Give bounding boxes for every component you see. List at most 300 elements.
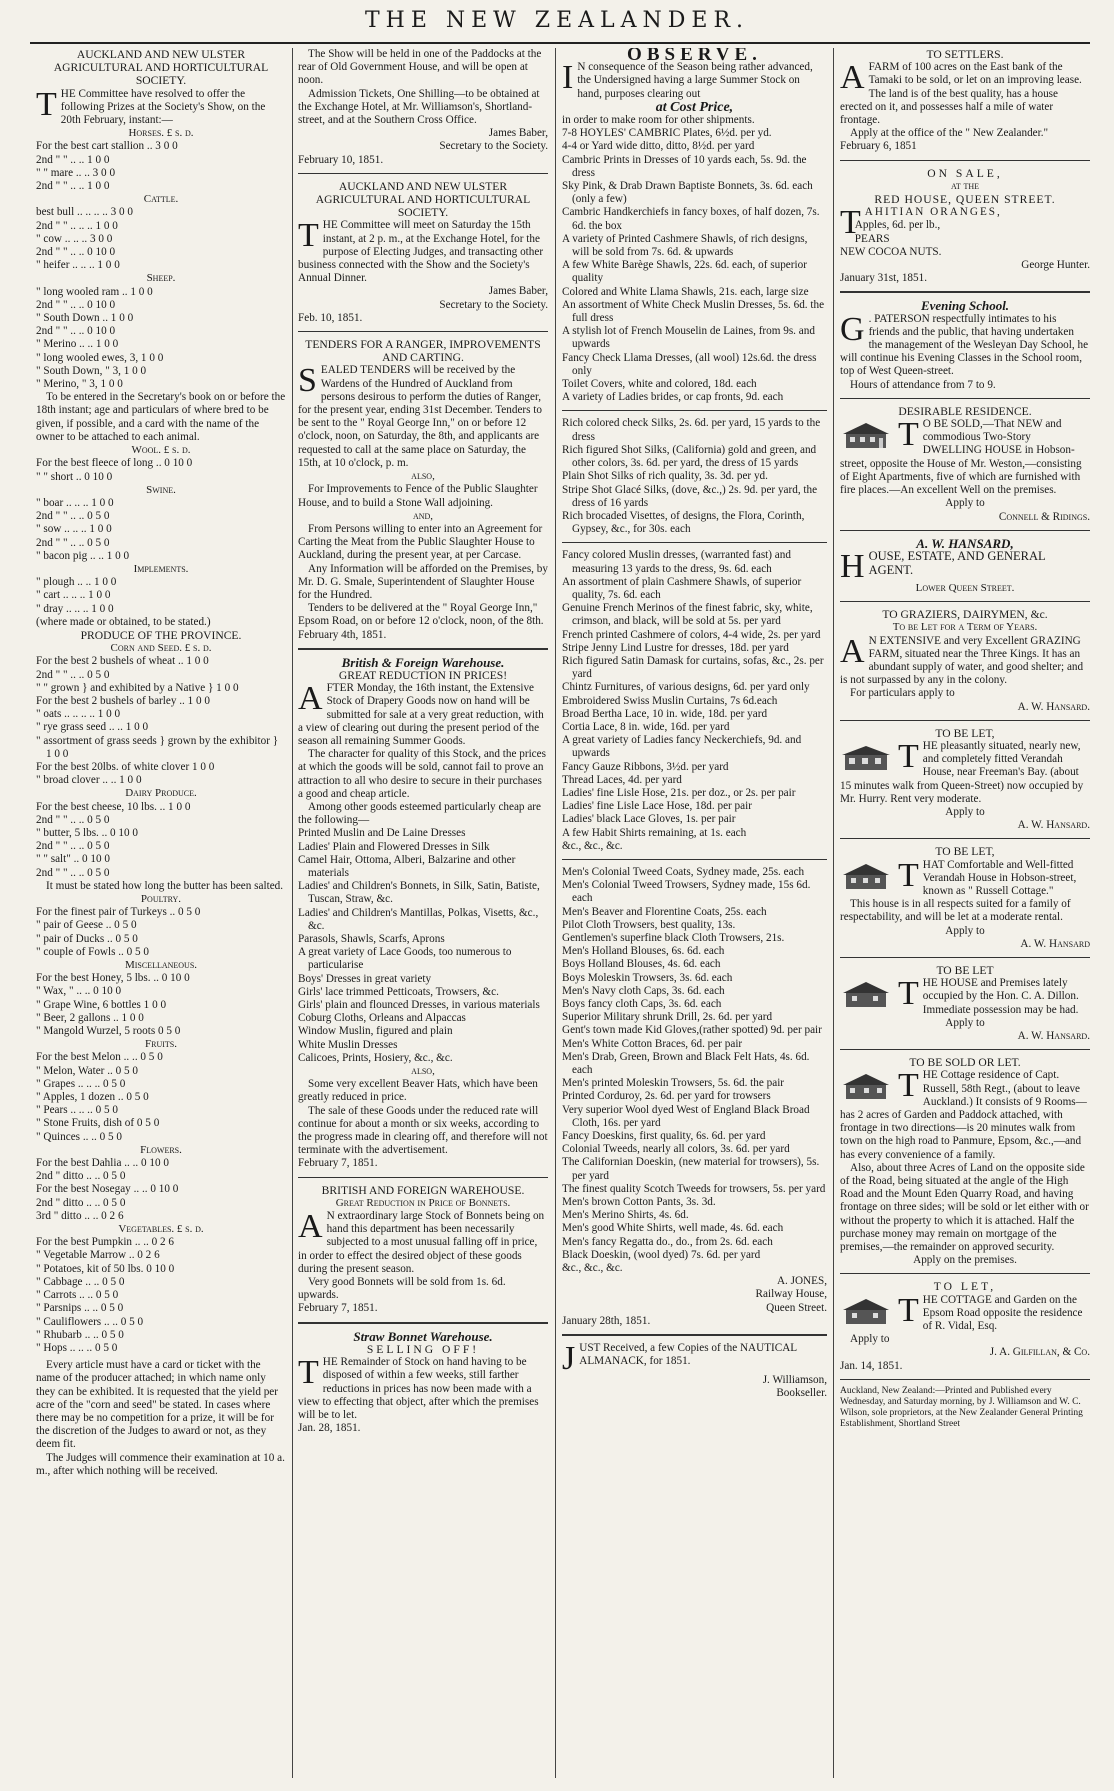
list-item: An assortment of plain Cashmere Shawls, of superior quality, 7s. 6d. each [562,575,802,601]
list-item: For the best Nosegay .. .. 0 10 0 [36,1183,179,1196]
tender-title: TENDERS FOR A RANGER, IMPROVEMENTS AND CARTING. [305,338,541,365]
list-item: " Cauliflowers .. .. 0 5 0 [36,1315,144,1328]
list-item: Apples, 6d. per lb., [854,219,941,232]
list-item: The finest quality Scotch Tweeds for trowsers, 5s. per yard [562,1182,826,1195]
list-item: 2nd " " .. .. 1 0 0 [36,180,110,193]
list-item: Ladies' and Children's Mantillas, Polkas, Visetts, &c., &c. [298,906,539,932]
list-item: " Mangold Wurzel, 5 roots 0 5 0 [36,1025,181,1038]
divider [298,1322,548,1324]
list-item: Men's Merino Shirts, 4s. 6d. [562,1209,689,1222]
tender-info: Any Information will be afforded on the Premises, by Mr. D. G. Smale, Superintendent of Slaughter House for the Hundred. [298,562,548,601]
sale-at: at the [950,179,980,192]
list-item: PEARS [854,232,890,245]
bonnets-text: N extraordinary large Stock of Bonnets being on hand this department has been necessarily subjected to a most unusual falling off in price, in order to effect the desired object of these goods during the present season. [298,1210,545,1275]
list-item: An assortment of White Check Muslin Dresses, 5s. 6d. the full dress [562,298,825,325]
warehouse-text: FTER Monday, the 16th instant, the Extensive Stock of Drapery Goods now on hand will be submitted for sale at a very great reduction, with a view of clearing out during the present period of the season all remaining Summer Goods. [298,682,544,747]
date: Jan. 14, 1851. [840,1359,903,1372]
list-item: Pilot Cloth Trowsers, best quality, 13s. [562,918,736,931]
list-item: Men's Beaver and Florentine Coats, 25s. each [562,905,767,918]
list-item: Ladies' Plain and Flowered Dresses in Silk [298,840,490,853]
prize-list-wool [36,457,286,483]
section-head-corn: Corn and Seed. £ s. d. [110,642,212,655]
drop-cap: T [898,1067,919,1105]
divider [840,1049,1090,1050]
date: February 7, 1851. [298,1302,378,1315]
list-item: 4-4 or Yard wide ditto, ditto, 8½d. per yard [562,140,755,153]
list-item: " butter, 5 lbs. .. 0 10 0 [36,826,139,839]
warehouse-hats: Some very excellent Beaver Hats, which have been greatly reduced in price. [298,1078,538,1104]
prize-list-swine [36,497,286,563]
list-item: Thread Laces, 4d. per yard [562,773,682,786]
list-item: " Merino .. .. 1 0 0 [36,338,119,351]
bonnets-text-2: Very good Bonnets will be sold from 1s. 6d. upwards. [298,1276,506,1302]
straw-title: Straw Bonnet Warehouse. [353,1328,493,1344]
apply-to: Apply to [945,805,985,818]
prize-list-vegetables [36,1236,286,1355]
list-item: 2nd " ditto .. .. 0 5 0 [36,1170,126,1183]
drop-cap: T [898,416,919,454]
drop-cap: A [840,59,865,97]
date: February 7, 1851. [298,1157,378,1170]
house-woodcut-icon [840,420,892,450]
list-item: For the best 2 bushels of wheat .. 1 0 0 [36,655,209,668]
sale-title: ON SALE, [927,166,1003,180]
list-item: Black Doeskin, (wool dyed) 7s. 6d. per yard [562,1248,761,1261]
list-item: Rich colored check Silks, 2s. 6d. per yard, 15 yards to the dress [562,417,821,443]
let4-text: HE COTTAGE and Garden on the Epsom Road opposite the residence of R. Vidal, Esq. [922,1293,1083,1333]
list-item: " heifer .. .. .. 1 0 0 [36,259,120,272]
list-item: Toilet Covers, white and colored, 18d. each [562,378,757,391]
bonnets-title: BRITISH AND FOREIGN WAREHOUSE. [321,1183,525,1197]
school-title: Evening School. [920,298,1010,314]
divider [840,601,1090,602]
list-item: " South Down, " 3, 1 0 0 [36,364,147,377]
list-item: Boys Moleskin Trowsers, 3s. 6d. each [562,971,733,984]
list-item: Boys Holland Blouses, 4s. 6d. each [562,958,721,971]
warehouse-sale: The sale of these Goods under the reduced rate will continue for about a month or six weeks, according to the progress made in clearing off, and therefore will not terminate with the advertisement. [298,1104,548,1157]
prize-list-cattle [36,206,286,272]
prize-list-flowers [36,1157,286,1223]
warehouse-text-3: Among other goods esteemed particularly cheap are the following— [298,800,541,827]
drop-cap: G [840,310,865,348]
list-item: For the best Honey, 5 lbs. .. 0 10 0 [36,972,190,985]
list-item: " " grown } and exhibited by a Native } 1 0 0 [36,681,239,694]
signature-title: Secretary to the Society. [439,140,548,153]
drop-cap: S [298,362,317,400]
list-item: A variety of Printed Cashmere Shawls, of rich designs, will be sold from 7s. 6d. & upwards [562,232,808,259]
let2-text-2: This house is in all respects suited for a family of respectability, and will be let at a moderate rental. [840,898,1071,924]
drop-cap: A [298,680,323,718]
sale-place: RED HOUSE, QUEEN STREET. [874,193,1056,207]
list-item: Gent's town made Kid Gloves,(rather spotted) 9d. per pair [562,1024,822,1037]
divider [840,530,1090,531]
list-item: Men's printed Moleskin Trowsers, 5s. 6d. the pair [562,1077,785,1090]
prize-list-horses [36,140,286,193]
list-item: Chintz Furnitures, of various designs, 6d. per yard only [562,681,810,694]
society-intro: HE Committee have resolved to offer the following Prizes at the Society's Show, on the 20th February, instant:— [60,87,266,127]
list-item: Camel Hair, Ottoma, Alberi, Balzarine and other materials [298,853,516,879]
signature: A. W. Hansard [1020,937,1090,950]
column-1 [36,48,286,1778]
list-item: Sky Pink, & Drab Drawn Baptiste Bonnets, 3s. 6d. each (only a few) [562,180,813,206]
list-item: 2nd " " .. .. 0 10 0 [36,325,116,338]
date: Feb. 10, 1851. [298,311,363,324]
list-item: 7-8 HOYLES' CAMBRIC Plates, 6½d. per yd. [562,127,772,140]
list-item: Printed Corduroy, 2s. 6d. per yard for trowsers [562,1090,771,1103]
list-item: Rich figured Satin Damask for curtains, sofas, &c., 2s. per yard [562,654,824,681]
list-item: best bull .. .. .. .. 3 0 0 [36,206,133,219]
list-item: Men's Colonial Tweed Trowsers, Sydney made, 15s 6d. each [562,879,811,905]
list-item: Embroidered Swiss Muslin Curtains, 7s 6d.each [562,694,778,707]
section-head-implements: Implements. [133,562,189,575]
tender-also: also, [411,470,435,483]
list-item: " Stone Fruits, dish of 0 5 0 [36,1117,160,1130]
list-item: Superior Military shrunk Drill, 2s. 6d. per yard [562,1011,773,1024]
divider [840,1273,1090,1274]
divider [840,291,1090,293]
divider [840,398,1090,399]
prize-list-corn [36,655,286,787]
signature: Connell & Ridings. [998,510,1090,523]
let2-title: TO BE LET, [935,845,995,859]
section-head-horses: Horses. £ s. d. [128,127,194,140]
entry-note: To be entered in the Secretary's book on or before the 18th instant; age and particulars of where bred to be given, if possible, and a card with the name of the owner to be attached to each animal. [36,391,286,443]
observe-intro: N consequence of the Season being rather advanced, the Undersigned having a large Summer Stock on hand, purposes clearing out [577,61,813,100]
list-item: Men's brown Cotton Pants, 3s. 3d. [562,1196,716,1209]
list-item: " Apples, 1 dozen .. 0 5 0 [36,1091,149,1104]
house-woodcut-icon [840,1071,892,1101]
list-item: For the best Melon .. .. 0 5 0 [36,1051,163,1064]
prize-list-dairy [36,801,286,880]
let3-text: HE HOUSE and Premises lately occupied by the Hon. C. A. Dillon. Immediate possession may be had. [922,977,1079,1016]
list-item: Coburg Cloths, Orleans and Alpaccas [298,1012,466,1025]
signature: A. W. Hansard. [1017,700,1090,713]
list-item: For the best Dahlia .. .. 0 10 0 [36,1157,169,1170]
graziers-title: TO GRAZIERS, DAIRYMEN, &c. [882,608,1048,622]
warehouse-subtitle: GREAT REDUCTION IN PRICES! [338,668,508,682]
signature: A. W. Hansard. [1017,819,1090,832]
list-item: " pair of Geese .. 0 5 0 [36,919,137,932]
section-head-wool: Wool. £ s. d. [131,444,191,457]
dairy-note: It must be stated how long the butter has been salted. [46,879,284,892]
list-item: Men's Holland Blouses, 6s. 6d. each [562,945,725,958]
column-3 [562,48,827,1778]
warehouse-also: also, [411,1065,435,1078]
graziers-apply: For particulars apply to [850,687,955,700]
list-item: 2nd " " .. .. .. 1 0 0 [36,219,118,232]
settlers-text: FARM of 100 acres on the East bank of the Tamaki to be sold, or let on an improving lease. The land is of the best quality, has a house erected on it, and possesses half a mile of water frontage. [840,61,1082,127]
list-item: &c., &c., &c. [562,1262,623,1275]
apply-to: Apply to [945,1016,985,1029]
list-item: A few White Barège Shawls, 22s. 6d. each, of superior quality [562,259,807,285]
drop-cap: T [298,217,319,255]
tender-and: and, [412,509,434,522]
list-item: " " salt" .. 0 10 0 [36,853,110,866]
list-item: Fancy Doeskins, first quality, 6s. 6d. per yard [562,1130,766,1143]
list-item: " cart .. .. .. 1 0 0 [36,589,111,602]
drop-cap: T [298,1354,319,1392]
list-item: Rich brocaded Visettes, of designs, the Flora, Corinth, Gypsey, &c., for 30s. each [562,509,805,536]
list-item: " long wooled ram .. 1 0 0 [36,285,153,298]
drop-cap: T [840,204,861,242]
produce-title: PRODUCE OF THE PROVINCE. [80,628,242,642]
list-item: For the best 2 bushels of barley .. 1 0 0 [36,694,211,707]
list-item: Gentlemen's superfine black Cloth Trowsers, 21s. [562,932,785,944]
divider [562,859,827,860]
drop-cap: I [562,59,574,97]
column-4 [840,48,1090,1778]
hansard-title: A. W. HANSARD, [916,535,1014,551]
list-item: Ladies' fine Lisle Lace Hose, 18d. per pair [562,800,752,813]
list-item: " pair of Ducks .. 0 5 0 [36,932,138,945]
divider [298,1177,548,1178]
list-item: Stripe Shot Glacé Silks, (dove, &c.,) 2s. 9d. per yard, the dress of 16 yards [562,483,818,509]
tender-deliver: Tenders to be delivered at the " Royal George Inn," Epsom Road, on or before 12 o'clock, noon, of the 8th. [298,602,544,628]
drop-cap: J [562,1340,576,1378]
signature-title: Railway House, [755,1288,827,1301]
section-head-flowers: Flowers. [140,1143,182,1156]
divider [562,1334,827,1336]
list-item: " Cabbage .. .. 0 5 0 [36,1275,125,1288]
list-item: French printed Cashmere of colors, 4-4 wide, 2s. per yard [562,628,821,641]
list-item: A few Habit Shirts remaining, at 1s. each [562,826,747,839]
section-head-vegetables: Vegetables. £ s. d. [118,1223,204,1236]
let4-title: TO LET, [933,1280,997,1294]
list-item: " bacon pig .. .. 1 0 0 [36,549,130,562]
list-item: Fancy colored Muslin dresses, (warranted fast) and measuring 13 yards to the dress, 9s. 6d. each [562,549,791,575]
meeting-title: AUCKLAND AND NEW ULSTER AGRICULTURAL AND HORTICULTURAL SOCIETY. [315,179,531,220]
sale-text: AHITIAN ORANGES, [864,206,1002,219]
list-item: " sow .. .. .. 1 0 0 [36,523,112,536]
list-item: " South Down .. 1 0 0 [36,312,134,325]
list-item: For the best Pumpkin .. .. 0 2 6 [36,1236,174,1249]
list-item: Fancy Gauze Ribbons, 3½d. per yard [562,760,729,773]
drop-cap: T [898,856,919,894]
date: February 6, 1851 [840,140,917,153]
drop-cap: H [840,547,865,585]
apply-to: Apply to [850,1333,890,1346]
list-item: " Carrots .. .. 0 5 0 [36,1289,119,1302]
signature: J. Williamson, [762,1374,827,1387]
house-woodcut-icon [840,861,892,891]
signature: A. JONES, [776,1275,827,1288]
goods-list-4 [562,866,827,1275]
graziers-subtitle: To be Let for a Term of Years. [892,621,1038,634]
residence-title: DESIRABLE RESIDENCE. [898,404,1032,418]
list-item: " rye grass seed .. .. 1 0 0 [36,721,149,734]
closing-note: Every article must have a card or ticket with the name of the producer attached; in which name only they can be exhibited. It is requested that the yield per acre of the "corn and seed" be stated. In cases where there may be no competition for a prize, it will be for the discretion of the Judges to award or not, as they deem fit. [36,1359,279,1451]
cost-price-banner: at Cost Price, [655,99,734,115]
list-item: " Rhubarb .. .. 0 5 0 [36,1328,124,1341]
list-item: Girls' plain and flounced Dresses, in various materials [298,999,540,1012]
list-item: " Melon, Water .. 0 5 0 [36,1064,138,1077]
list-item: Men's Colonial Tweed Coats, Sydney made, 25s. each [562,865,805,878]
column-divider [292,48,293,1778]
list-item: 2nd " " .. .. 0 10 0 [36,298,116,311]
list-item: 2nd " " .. .. 0 5 0 [36,840,110,853]
list-item: " boar .. .. .. 1 0 0 [36,496,114,509]
masthead-rule [30,42,1090,44]
list-item: A variety of Ladies brides, or cap fronts, 9d. each [562,391,784,404]
list-item: Very superior Wool dyed West of England Black Broad Cloth, 16s. per yard [562,1103,810,1129]
observe-intro-2: in order to make room for other shipments. [562,114,755,127]
list-item: For the finest pair of Turkeys .. 0 5 0 [36,906,201,919]
date: Jan. 28, 1851. [298,1422,361,1435]
signature: James Baber, [488,127,548,140]
goods-list-1 [562,127,827,404]
drop-cap: A [840,632,865,670]
residence-text: O BE SOLD,—That NEW and commodious Two-Story DWELLING HOUSE in Hobson-street, opposite the House of Mr. Weston,—consisting of Eight Apartments, five of which are furnished with fire places.—An excellent Well on the premises. [840,418,1082,497]
settlers-apply: Apply at the office of the " New Zealander." [850,127,1049,140]
signature: J. A. Gilfillan, & Co. [989,1346,1090,1359]
list-item: A great variety of Lace Goods, too numerous to particularise [298,946,512,972]
column-divider [555,48,556,1778]
house-woodcut-icon [840,1296,892,1326]
list-item: Stripe Jenny Lind Lustre for dresses, 18d. per yard [562,641,789,654]
section-head-poultry: Poultry. [140,893,182,905]
list-item: Men's Drab, Green, Brown and Black Felt Hats, 4s. 6d. each [562,1050,810,1077]
list-item: NEW COCOA NUTS. [840,245,942,258]
drop-cap: T [36,85,57,123]
list-item: For the best 20lbs. of white clover 1 0 0 [36,760,215,773]
divider [298,648,548,650]
house-woodcut-icon [840,979,892,1009]
list-item: Broad Bertha Lace, 10 in. wide, 18d. per yard [562,707,768,720]
tender-carting: From Persons willing to enter into an Agreement for Carting the Meat from the Public Slaughter House to Auckland, during the present year, at per Carcase. [298,522,543,562]
let1-title: TO BE LET, [935,726,995,740]
date: January 31st, 1851. [840,272,928,285]
list-item: (where made or obtained, to be stated.) [36,615,211,628]
signature-address: Queen Street. [766,1301,827,1314]
show-tickets: Admission Tickets, One Shilling—to be obtained at the Exchange Hotel, at Mr. Williamson's, Shortland-street, and at the Southern Cross Office. [298,87,540,127]
list-item: " Wax, " .. .. 0 10 0 [36,985,122,998]
list-item: " Grapes .. .. .. 0 5 0 [36,1077,126,1090]
tender-improvements: For Improvements to Fence of the Public Slaughter House, and to build a Stone Wall adjoining. [298,483,538,509]
sold-text-2: Also, about three Acres of Land on the opposite side of the Road, being situated at the angle of the High Road and the Mount Eden Quarry Road, and having frontage on three sides; will be sold or let either with or without the property to which it is attached. Half the purchase money may remain on mortgage of the premises,—the remainder on approved security. [840,1161,1089,1254]
tender-text: EALED TENDERS will be received by the Wardens of the Hundred of Auckland from persons desirous to perform the duties of Ranger, for the present year, ending 31st December. Tenders to be sent to the " Royal George Inn," on or before 12 o'clock, noon, on Saturday, the 8th, and applicants are requested to call at the same place on Saturday, the 15th, at 10 o'clock, p. m. [298,364,542,469]
warehouse-title: British & Foreign Warehouse. [341,654,505,670]
graziers-text: N EXTENSIVE and very Excellent GRAZING FARM, situated near the Three Kings. It has an abundant supply of water, and good shelter; and is not surpassed by any in the colony. [840,634,1084,687]
divider [840,838,1090,839]
section-head-dairy: Dairy Produce. [125,787,197,800]
list-item: " " mare .. .. 3 0 0 [36,166,116,179]
list-item: " " short .. 0 10 0 [36,470,113,483]
list-item: 2nd " " .. .. 0 5 0 [36,813,110,826]
list-item: 2nd " " .. .. 0 5 0 [36,668,110,681]
section-head-fruits: Fruits. [145,1038,177,1051]
list-item: " Beer, 2 gallons .. 1 0 0 [36,1011,144,1024]
column-divider [833,48,834,1778]
house-woodcut-icon [840,742,892,772]
list-item: Cortia Lace, 8 in. wide, 16d. per yard [562,720,730,733]
divider [840,957,1090,958]
hansard-text: OUSE, ESTATE, AND GENERAL AGENT. [868,548,1046,578]
list-item: " assortment of grass seeds } grown by the exhibitor } 1 0 0 [36,734,279,760]
list-item: " Hops .. .. .. 0 5 0 [36,1341,118,1354]
list-item: " oats .. .. .. .. 1 0 0 [36,708,121,721]
list-item: Rich figured Shot Silks, (California) gold and green, and other colors, 3s. 6d. per yard, the dress of 15 yards [562,443,817,470]
list-item: For the best cheese, 10 lbs. .. 1 0 0 [36,800,191,813]
list-item: 2nd " " .. .. 0 5 0 [36,510,110,523]
warehouse-text-2: The character for quality of this Stock, and the prices at which the goods will be sold, cannot fail to prove an attraction to all who desire to secure in their purchases a good and cheap article. [298,748,546,800]
school-hours: Hours of attendance from 7 to 9. [850,378,996,391]
list-item: " Vegetable Marrow .. 0 2 6 [36,1249,160,1262]
section-head-misc: Miscellaneous. [124,959,198,972]
signature: James Baber, [488,285,548,298]
prize-list-poultry [36,906,286,959]
sold-title: TO BE SOLD OR LET. [909,1056,1021,1070]
closing-note-judges: The Judges will commence their examination at 10 a. m., after which nothing will be received. [36,1451,285,1477]
list-item: " Potatoes, kit of 50 lbs. 0 10 0 [36,1262,175,1275]
apply-to: Apply to [945,924,985,937]
sale-item-list [840,219,1090,259]
drop-cap: T [898,1291,919,1329]
settlers-title: TO SETTLERS. [926,48,1004,61]
divider [562,542,827,543]
list-item: Boys' Dresses in great variety [298,972,432,985]
straw-text: HE Remainder of Stock on hand having to be disposed of within a few weeks, still farther reductions in prices has now been made with a view to effecting that object, after which the premises will be to let. [298,1356,539,1421]
section-head-cattle: Cattle. [143,193,179,206]
bonnets-subtitle: Great Reduction in Price of Bonnets. [335,1196,511,1209]
divider [840,1379,1090,1380]
section-head-sheep: Sheep. [146,272,176,285]
list-item: " long wooled ewes, 3, 1 0 0 [36,351,164,364]
signature-title: Secretary to the Society. [439,298,548,311]
warehouse-item-list [298,827,548,1065]
list-item: 3rd " ditto .. .. 0 2 6 [36,1209,124,1222]
list-item: Parasols, Shawls, Scarfs, Aprons [298,933,445,945]
list-item: The Californian Doeskin, (new material for trowsers), 5s. per yard [562,1156,820,1182]
list-item: Colored and White Llama Shawls, 21s. each, large size [562,285,809,298]
list-item: Men's Navy cloth Caps, 3s. 6d. each [562,984,725,997]
list-item: For the best cart stallion .. 3 0 0 [36,140,178,153]
signature-title: Bookseller. [776,1387,827,1400]
date: February 10, 1851. [298,153,384,166]
list-item: Cambric Prints in Dresses of 10 yards each, 5s. 9d. the dress [562,153,807,179]
list-item: Calicoes, Prints, Hosiery, &c., &c. [298,1051,453,1064]
list-item: Girls' lace trimmed Petticoats, Trowsers, &c. [298,985,499,998]
list-item: Ladies' and Children's Bonnets, in Silk, Satin, Batiste, Tuscan, Straw, &c. [298,880,540,906]
almanack-text: UST Received, a few Copies of the NAUTICAL ALMANACK, for 1851. [579,1342,797,1368]
list-item: Plain Shot Silks of rich quality, 3s. 3d. per yd. [562,470,768,483]
list-item: " dray .. .. .. 1 0 0 [36,602,114,615]
list-item: For the best fleece of long .. 0 10 0 [36,457,193,470]
list-item: Men's good White Shirts, well made, 4s. 6d. each [562,1222,784,1235]
list-item: " Pears .. .. .. 0 5 0 [36,1104,118,1117]
prize-list-misc [36,972,286,1038]
list-item: A stylish lot of French Mouselin de Laines, from 9s. and upwards [562,325,815,351]
divider [298,173,548,174]
sold-text: HE Cottage residence of Capt. Russell, 58th Regt., (about to leave Auckland.) It consists of 9 Rooms—has 2 acres of Garden and Paddock attached, with frontage in two directions—is 20 minutes walk from town on the high road to Panmure, Epsom, &c.,—and has every convenience of a family. [840,1069,1087,1161]
masthead: THE NEW ZEALANDER. [364,8,750,33]
list-item: 2nd " ditto .. .. 0 5 0 [36,1196,126,1209]
list-item: Genuine French Merinos of the finest fabric, sky, white, crimson, and black, will be sold at 5s. per yard [562,602,813,628]
drop-cap: T [898,737,919,775]
list-item: 2nd " " .. .. 0 5 0 [36,866,110,879]
straw-subtitle: SELLING OFF! [366,1342,480,1356]
list-item: " broad clover .. .. 1 0 0 [36,774,142,787]
divider [562,410,827,411]
list-item: Ladies' black Lace Gloves, 1s. per pair [562,813,736,826]
list-item: " Merino, " 3, 1 0 0 [36,378,123,391]
list-item: Cambric Handkerchiefs in fancy boxes, of half dozen, 7s. 6d. the box [562,206,820,232]
observe-title: OBSERVE. [627,48,762,65]
list-item: " plough .. .. 1 0 0 [36,576,117,589]
section-head-swine: Swine. [146,483,176,496]
prize-list-implements [36,576,286,629]
apply-to: Apply to [945,497,985,510]
let1-text: HE pleasantly situated, nearly new, and completely fitted Verandah House, near Freeman's Bay. (about 15 minutes walk from Queen-Street) now occupied by Mr. Hurry. Rent very moderate. [840,739,1084,805]
